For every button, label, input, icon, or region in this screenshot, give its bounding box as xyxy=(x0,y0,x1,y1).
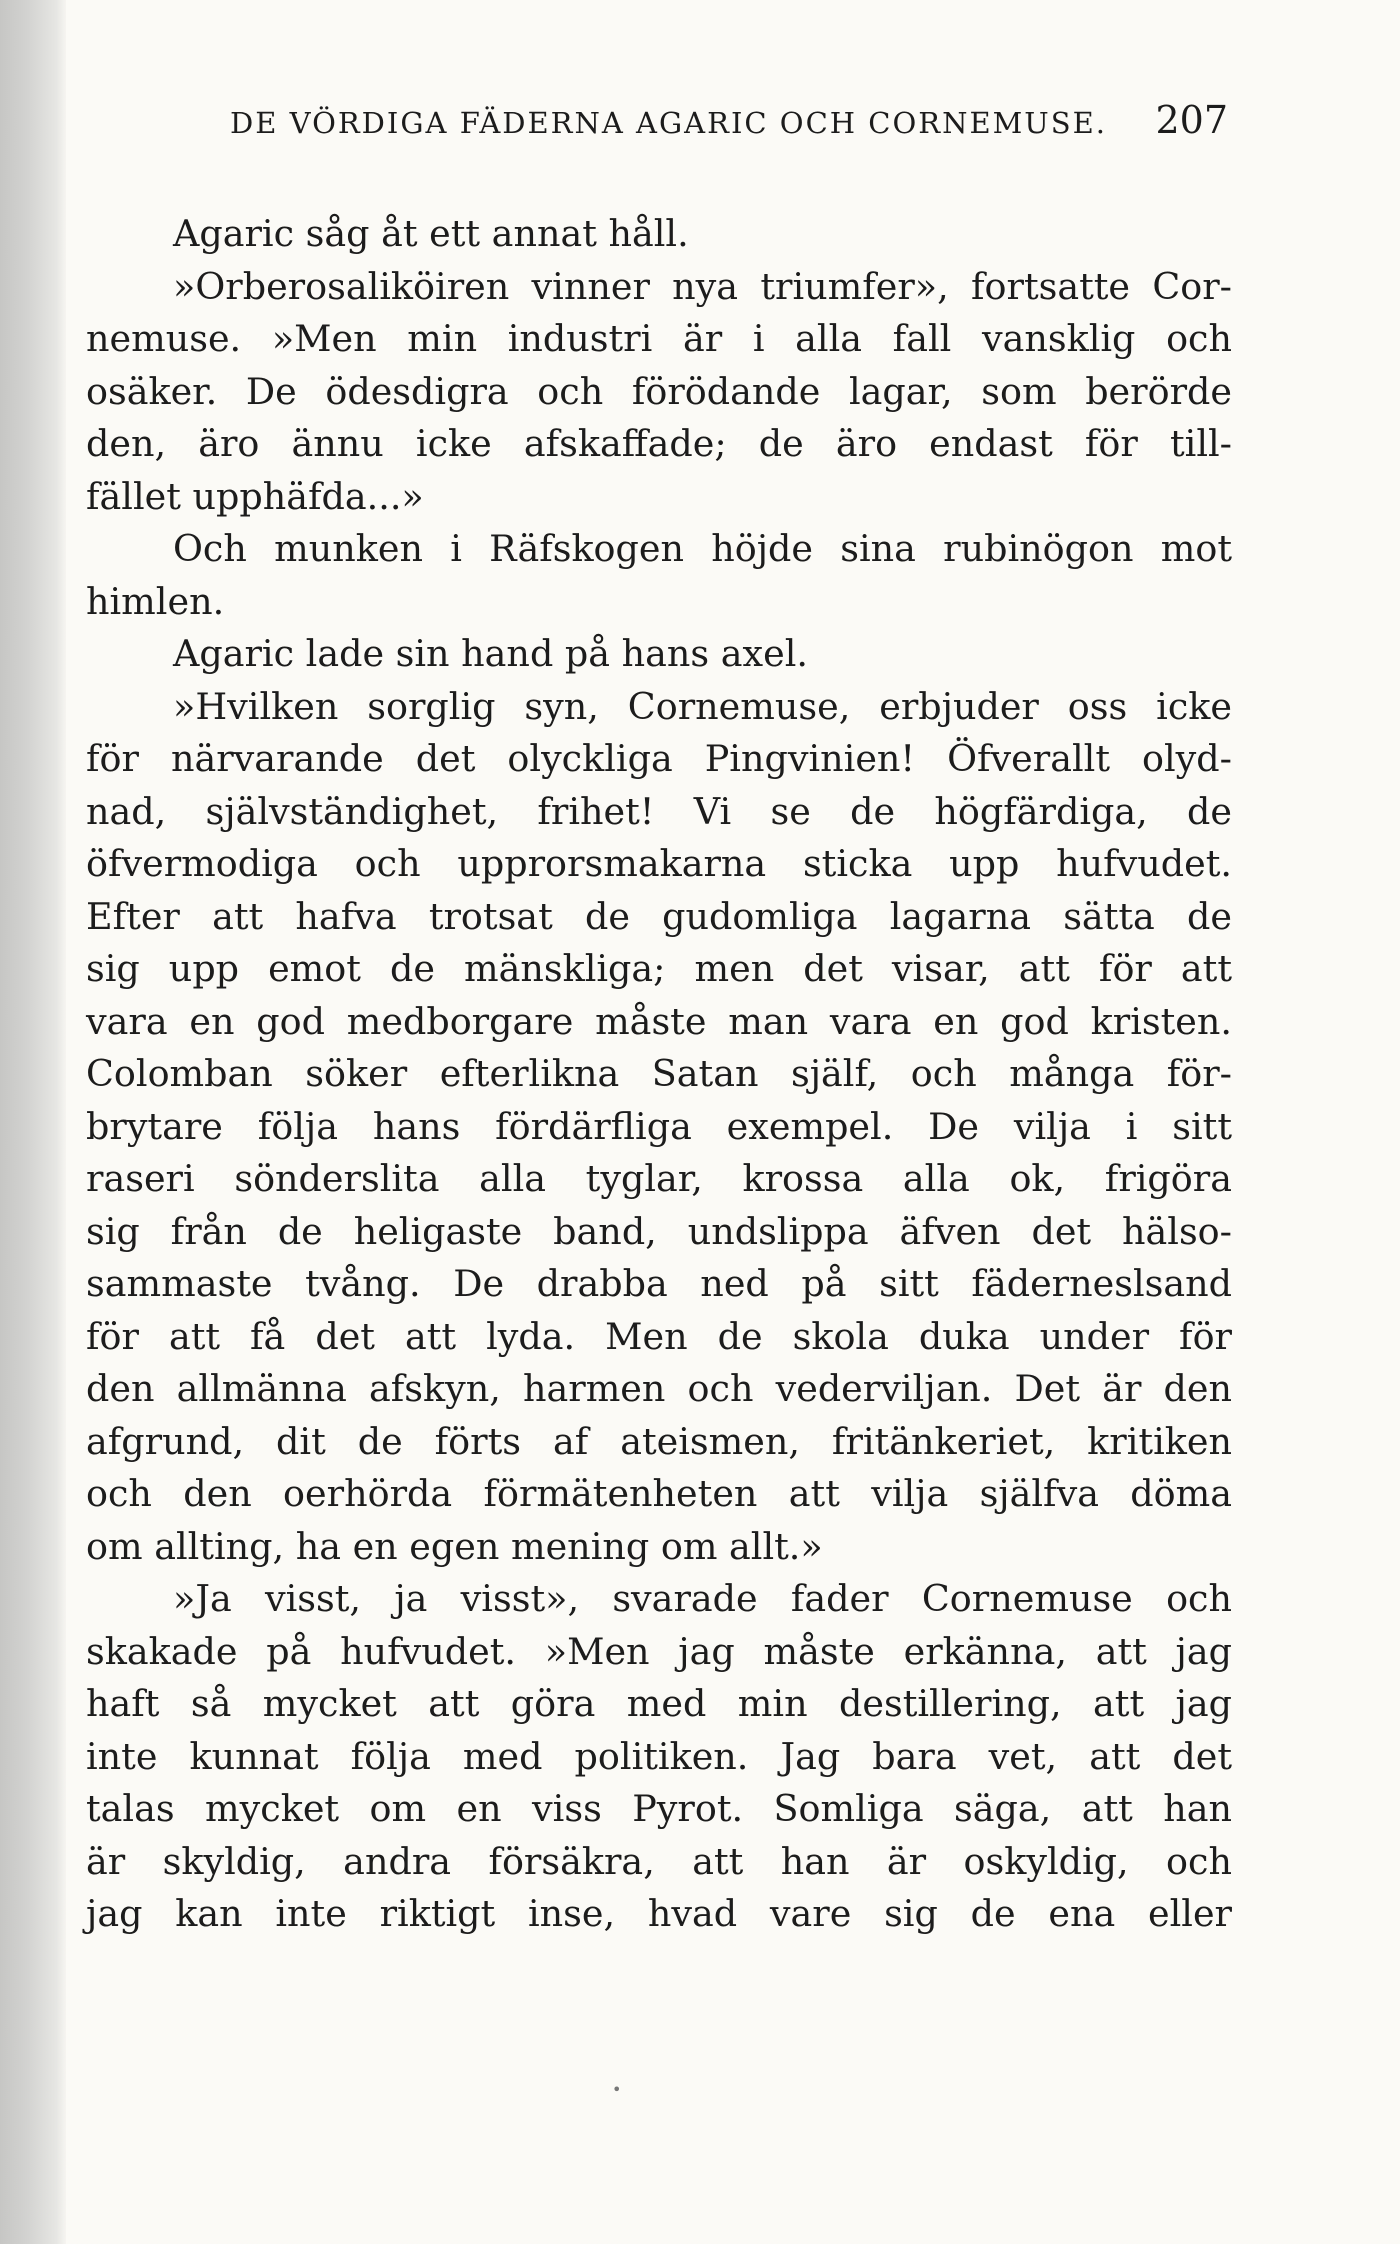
text-line: den allmänna afskyn, harmen och vederviljan. Det är den xyxy=(86,1367,1232,1410)
text-line: sig upp emot de mänskliga; men det visar, att för att xyxy=(86,947,1232,990)
text-line: inte kunnat följa med politiken. Jag bara vet, att det xyxy=(86,1734,1232,1778)
text-line: nemuse. »Men min industri är i alla fall vansklig och xyxy=(86,317,1232,360)
text-line: är skyldig, andra försäkra, att han är oskyldig, och xyxy=(86,1839,1232,1883)
text-line: skakade på hufvudet. »Men jag måste erkänna, att jag xyxy=(86,1629,1232,1673)
stray-ink-mark: • xyxy=(612,2080,622,2099)
text-line: afgrund, dit de förts af ateismen, fritänkeriet, kritiken xyxy=(86,1419,1232,1463)
text-line: »Orberosaliköiren vinner nya triumfer», fortsatte Cor- xyxy=(173,264,1232,308)
text-line: sammaste tvång. De drabba ned på sitt fäderneslsand xyxy=(86,1262,1232,1305)
text-line: Agaric lade sin hand på hans axel. xyxy=(173,632,808,675)
text-line: för närvarande det olyckliga Pingvinien! Öfverallt olyd- xyxy=(86,737,1232,780)
text-line: himlen. xyxy=(86,579,225,623)
text-line: Efter att hafva trotsat de gudomliga lagarna sätta de xyxy=(86,894,1232,938)
binding-edge xyxy=(0,0,66,2244)
text-line: sig från de heligaste band, undslippa äfven det hälso- xyxy=(86,1209,1232,1253)
text-line: och den oerhörda förmätenheten att vilja själfva döma xyxy=(86,1472,1232,1515)
text-line: talas mycket om en viss Pyrot. Somliga säga, att han xyxy=(86,1787,1232,1830)
text-line: osäker. De ödesdigra och förödande lagar, som berörde xyxy=(86,369,1232,413)
book-page xyxy=(86,98,1232,1941)
body-text xyxy=(86,208,1232,1941)
text-line: jag kan inte riktigt inse, hvad vare sig de ena eller xyxy=(86,1892,1232,1935)
text-line: för att få det att lyda. Men de skola duka under för xyxy=(86,1314,1232,1358)
text-line: om allting, ha en egen mening om allt.» xyxy=(86,1524,823,1568)
text-line: haft så mycket att göra med min destillering, att jag xyxy=(86,1682,1232,1725)
text-line: raseri sönderslita alla tyglar, krossa alla ok, frigöra xyxy=(86,1157,1232,1200)
text-line: nad, självständighet, frihet! Vi se de högfärdiga, de xyxy=(86,789,1232,833)
running-title: DE VÖRDIGA FÄDERNA AGARIC OCH CORNEMUSE. xyxy=(230,106,1108,140)
running-head xyxy=(86,98,1232,158)
text-line: vara en god medborgare måste man vara en god kristen. xyxy=(86,999,1232,1043)
page-number: 207 xyxy=(1155,98,1228,142)
text-line: den, äro ännu icke afskaffade; de äro endast för till- xyxy=(86,422,1232,465)
text-line: fället upphäfda...» xyxy=(86,474,424,518)
text-line: öfvermodiga och upprorsmakarna sticka upp hufvudet. xyxy=(86,842,1232,885)
text-line: Agaric såg åt ett annat håll. xyxy=(173,212,689,255)
text-line: »Hvilken sorglig syn, Cornemuse, erbjuder oss icke xyxy=(173,684,1232,728)
text-line: Och munken i Räfskogen höjde sina rubinögon mot xyxy=(173,527,1232,570)
text-line: »Ja visst, ja visst», svarade fader Cornemuse och xyxy=(173,1577,1232,1620)
text-line: brytare följa hans fördärfliga exempel. De vilja i sitt xyxy=(86,1104,1232,1148)
text-line: Colomban söker efterlikna Satan själf, och många för- xyxy=(86,1052,1232,1095)
